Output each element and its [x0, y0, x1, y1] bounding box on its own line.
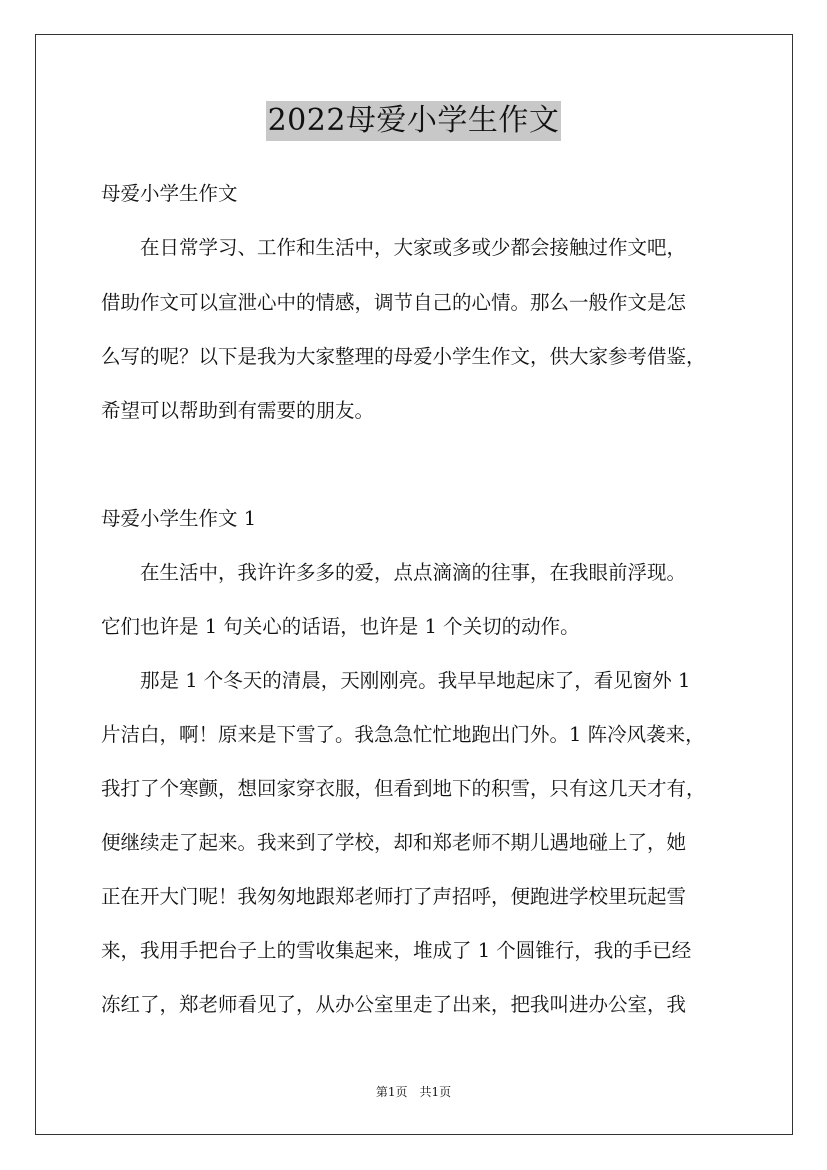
title-container — [0, 101, 827, 141]
paragraph-line: 我打了个寒颤，想回家穿衣服，但看到地下的积雪，只有这几天才有， — [101, 777, 706, 800]
essay-heading: 母爱小学生作文 — [101, 182, 238, 205]
paragraph-line: 么写的呢？以下是我为大家整理的母爱小学生作文，供大家参考借鉴， — [101, 345, 706, 368]
paragraph-line: 冻红了，郑老师看见了，从办公室里走了出来，把我叫进办公室，我 — [101, 993, 687, 1016]
paragraph-line: 来，我用手把台子上的雪收集起来，堆成了 1 个圆锥行，我的手已经 — [101, 939, 692, 962]
page-footer: 第1页 共1页 — [375, 1085, 452, 1099]
paragraph-line: 希望可以帮助到有需要的朋友。 — [101, 399, 375, 422]
paragraph-line: 片洁白，啊！原来是下雪了。我急急忙忙地跑出门外。1 阵冷风袭来， — [101, 723, 705, 746]
paragraph-line: 便继续走了起来。我来到了学校，却和郑老师不期儿遇地碰上了，她 — [101, 831, 687, 854]
paragraph-line: 在生活中，我许许多多的爱，点点滴滴的往事，在我眼前浮现。 — [101, 561, 687, 584]
paragraph-line: 那是 1 个冬天的清晨，天刚刚亮。我早早地起床了，看见窗外 1 — [101, 669, 691, 692]
paragraph-line: 借助作文可以宣泄心中的情感，调节自己的心情。那么一般作文是怎 — [101, 291, 687, 314]
paragraph-line: 在日常学习、工作和生活中，大家或多或少都会接触过作文吧， — [101, 236, 687, 259]
paragraph-line: 正在开大门呢！我匆匆地跟郑老师打了声招呼，便跑进学校里玩起雪 — [101, 885, 687, 908]
paragraph-line: 它们也许是 1 句关心的话语，也许是 1 个关切的动作。 — [101, 615, 580, 638]
essay-section-heading: 母爱小学生作文 1 — [101, 507, 257, 530]
document-title: 2022母爱小学生作文 — [266, 101, 562, 141]
